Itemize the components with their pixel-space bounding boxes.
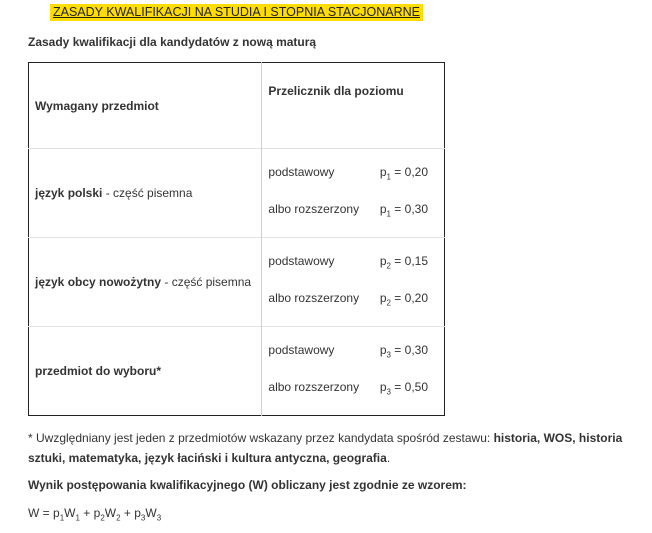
level-cell <box>262 327 445 416</box>
level-label: albo rozszerzony <box>268 380 360 394</box>
subject-suffix: - część pisemna <box>161 275 252 289</box>
level-coefficient: $p_3 = 0,50$ <box>379 380 428 397</box>
level-line <box>262 164 444 185</box>
footnote-suffix: . <box>386 451 391 465</box>
subject-suffix: - część pisemna <box>102 186 193 200</box>
level-line <box>262 253 444 274</box>
footnote-subjects: historia, WOS, historia sztuki, matematyka, język łaciński i kultura antyczna, geografia <box>28 431 623 465</box>
subject-cell <box>29 238 262 327</box>
level-label: podstawowy <box>268 164 335 179</box>
header-required-subject: Wymagany przedmiot <box>29 63 262 149</box>
level-coefficient: $p_2 = 0,20$ <box>379 291 428 308</box>
result-description: Wynik postępowania kwalifikacyjnego (W) obliczany jest zgodnie ze wzorem: <box>28 478 467 492</box>
page-heading: ZASADY KWALIFIKACJI NA STUDIA I STOPNIA STACJONARNE <box>50 4 423 21</box>
qualification-table <box>28 62 445 416</box>
footnote <box>28 428 628 468</box>
formula-term: $p_1W_1$ + <box>53 506 94 523</box>
level-line <box>262 201 444 222</box>
level-line <box>262 342 444 363</box>
level-label: podstawowy <box>268 253 335 268</box>
formula-lhs: W = <box>28 506 54 520</box>
subject-name: przedmiot do wyboru* <box>35 364 161 378</box>
table-header-row <box>29 63 445 149</box>
subject-name: język polski <box>35 186 103 200</box>
level-coefficient: $p_3 = 0,30$ <box>379 342 428 359</box>
table-row <box>29 327 445 416</box>
formula-term: $p_3W_3$ <box>134 506 162 523</box>
score-formula <box>28 506 161 522</box>
table-row <box>29 149 445 238</box>
level-label: albo rozszerzony <box>268 291 360 305</box>
formula-term: $p_2W_2$ + <box>93 506 135 523</box>
header-level-multiplier-label: Przelicznik dla poziomu <box>268 84 404 98</box>
level-coefficient: $p_1 = 0,20$ <box>379 164 428 181</box>
footnote-prefix: * Uwzględniany jest jeden z przedmiotów wskazany przez kandydata spośród zestawu: <box>28 431 494 445</box>
header-level-multiplier <box>262 63 445 149</box>
subject-name: język obcy nowożytny <box>35 275 162 289</box>
level-coefficient: $p_2 = 0,15$ <box>379 253 428 270</box>
level-cell <box>262 238 445 327</box>
level-cell <box>262 149 445 238</box>
level-coefficient: $p_1 = 0,30$ <box>379 202 428 219</box>
table-row <box>29 238 445 327</box>
subject-cell <box>29 149 262 238</box>
section-subheading: Zasady kwalifikacji dla kandydatów z nową maturą <box>28 35 317 49</box>
subject-cell <box>29 327 262 416</box>
level-label: podstawowy <box>268 342 335 357</box>
level-line <box>262 379 444 400</box>
level-label: albo rozszerzony <box>268 202 360 216</box>
level-line <box>262 290 444 311</box>
